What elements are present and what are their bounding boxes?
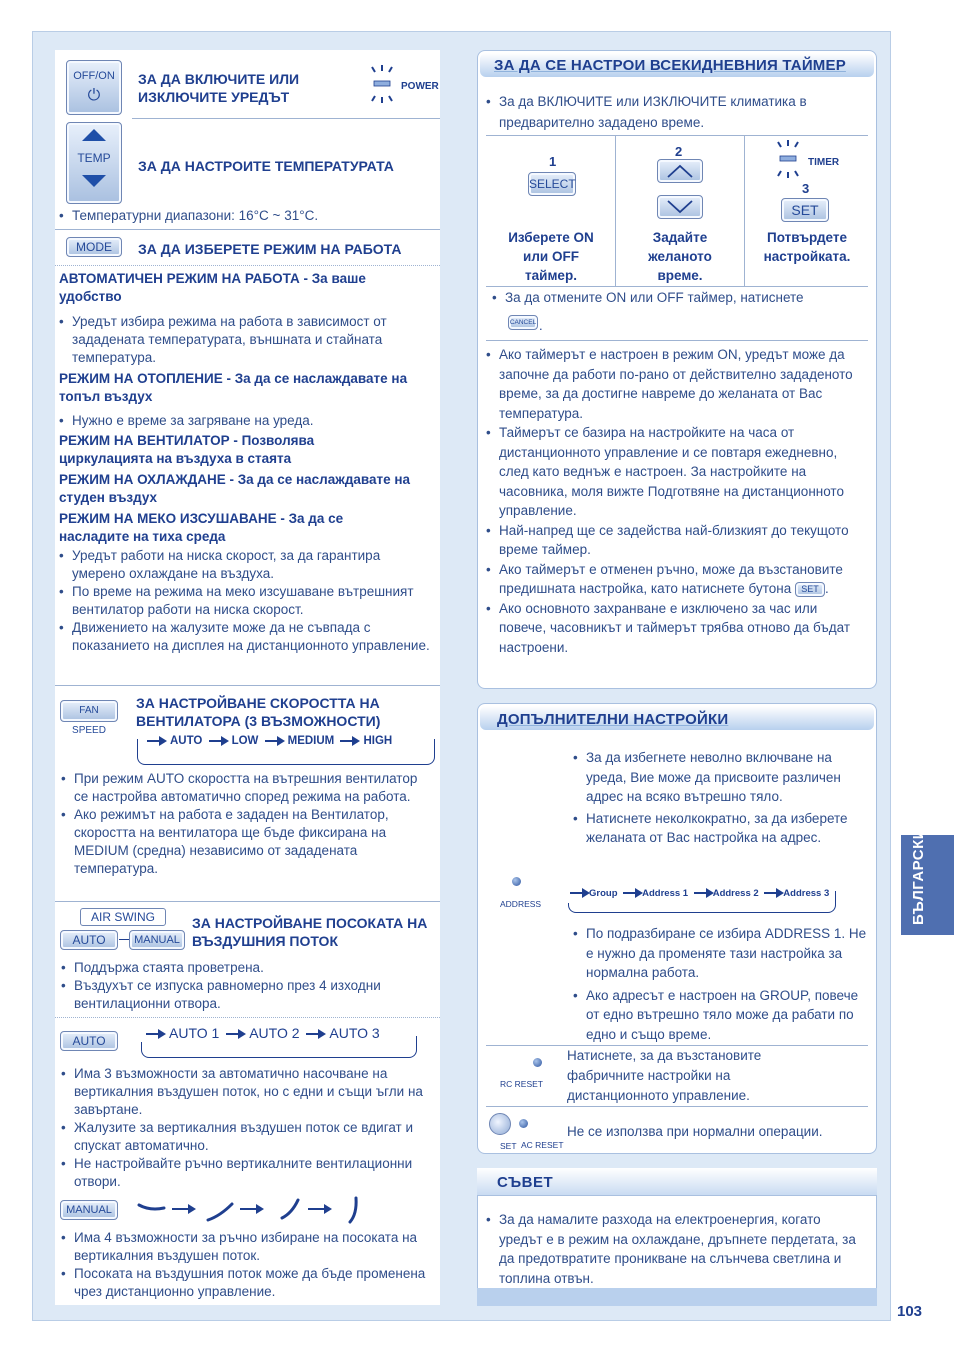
- auto-mode-heading: АВТОМАТИЧЕН РЕЖИМ НА РАБОТА - За ваше удобство: [59, 271, 366, 304]
- dry-mode-bullet-3: • Движението на жалузите може да не съвпада с показанието на дисплея на дистанционното управление.: [58, 619, 430, 655]
- power-label: POWER: [401, 81, 439, 92]
- temp-button[interactable]: [66, 122, 122, 204]
- timer-note-3: • Най-напред ще се задейства най-близкият до текущото време таймер.: [485, 521, 867, 560]
- air-swing-title: ЗА НАСТРОЙВАНЕ ПОСОКАТА НА ВЪЗДУШНИЯ ПОТОК: [192, 915, 428, 949]
- step1-text: Изберете ON или OFF таймер.: [508, 230, 594, 283]
- extra-title: ДОПЪЛНИТЕЛНИ НАСТРОЙКИ: [497, 711, 729, 728]
- address-list-1: [572, 748, 870, 848]
- timer-note-4-text: Ако таймерът е отменен ръчно, може да възстановите предишната настройка, като натиснете бутона: [499, 561, 843, 596]
- heat-mode-heading: РЕЖИМ НА ОТОПЛЕНИЕ - За да се наслаждавате на топъл въздух: [59, 371, 408, 404]
- dry-mode-heading: РЕЖИМ НА МЕКО ИЗСУШАВАНЕ - За да се насладите на тиха среда: [59, 511, 344, 544]
- fan-seq-auto: AUTO: [170, 735, 203, 747]
- swing-auto-sequence: [140, 1024, 383, 1042]
- address-button[interactable]: [512, 877, 521, 886]
- onoff-title: ЗА ДА ВКЛЮЧИТЕ ИЛИ ИЗКЛЮЧИТЕ УРЕДЪТ: [138, 71, 300, 105]
- rc-reset-label: RC RESET: [500, 1079, 543, 1089]
- rc-reset-text: Натиснете, за да възстановите фабричните настройки на дистанционното управление.: [567, 1048, 762, 1103]
- ac-reset-text: Не се използва при нормални операции.: [567, 1124, 823, 1139]
- fan-seq-high: HIGH: [363, 735, 393, 747]
- air-swing-auto-button[interactable]: AUTO: [60, 930, 118, 950]
- address-bullet-1: • За да избегнете неволно включване на уреда, Вие може да присвоите различен адрес на всяко вътрешно тяло.: [572, 748, 870, 807]
- set-round-button[interactable]: [489, 1113, 511, 1135]
- ac-reset-button[interactable]: [519, 1119, 528, 1128]
- cancel-text: • За да отмените ON или OFF таймер, натиснете: [491, 288, 866, 308]
- off-on-button[interactable]: [66, 60, 122, 115]
- timer-note-4: • Ако таймерът е отменен ръчно, може да възстановите предишната настройка, като натиснете бутона SET .: [485, 560, 867, 599]
- dry-mode-bullet-1: • Уредът работи на ниска скорост, за да гарантира умерено охлаждане на въздуха.: [58, 547, 430, 583]
- manual-direction-icons: [136, 1196, 366, 1226]
- address-sequence: [565, 885, 831, 903]
- temp-range: • Температурни диапазони: 16°C ~ 31°C.: [58, 207, 438, 225]
- set-button[interactable]: SET: [781, 198, 829, 222]
- swing-manual-bullet-1: • Има 4 възможности за ръчно избиране на посоката на вертикалния въздушен поток.: [60, 1229, 440, 1265]
- timer-note-1: • Ако таймерът е настроен в режим ON, уредът може да започне да работи по-рано от действително зададеното време, за да достигне навреме до желаната от Вас температура.: [485, 345, 867, 423]
- ac-reset-label: AC RESET: [521, 1140, 564, 1150]
- address-list-2: [572, 924, 870, 1044]
- swing-seq-auto1: AUTO 1: [169, 1025, 220, 1041]
- fan-speed-list: [60, 770, 430, 878]
- fan-speed-title: ЗА НАСТРОЙВАНЕ СКОРОСТТА НА ВЕНТИЛАТОРА (3 ВЪЗМОЖНОСТИ): [136, 695, 381, 729]
- timer-intro: • За да ВКЛЮЧИТЕ или ИЗКЛЮЧИТЕ климатика в предварително зададено време.: [485, 91, 870, 133]
- temp-down-icon[interactable]: [67, 175, 121, 187]
- timer-note-2: • Таймерът се базира на настройките на часа от дистанционното управление и се повтаря ежедневно, след като веднъж е настроен. За настройките на часовника, моля вижте Подготвяне на дистанционното управление.: [485, 423, 867, 521]
- step1-number: 1: [549, 154, 557, 169]
- tip-list: [485, 1210, 865, 1288]
- cool-mode-heading: РЕЖИМ НА ОХЛАЖДАНЕ - За да се наслаждавате на студен въздух: [59, 472, 411, 505]
- timer-notes-list: [485, 345, 867, 657]
- rc-reset-button[interactable]: [533, 1058, 542, 1067]
- fan-seq-low: LOW: [231, 735, 259, 747]
- air-swing-dash: [119, 939, 129, 940]
- auto-mode-bullet: • Уредът избира режима на работа в зависимост от зададената температурата, външната и стайната температура.: [58, 313, 430, 367]
- swing-seq-auto2: AUTO 2: [249, 1025, 300, 1041]
- step2-text: Задайте желаното време.: [648, 230, 712, 283]
- addr-seq-2: Address 2: [712, 888, 759, 899]
- select-button[interactable]: SELECT: [528, 172, 576, 196]
- swing-manual-list: [60, 1229, 440, 1301]
- cancel-button[interactable]: CANCEL: [508, 315, 538, 330]
- temp-range-list: [58, 207, 438, 225]
- page-number: 103: [897, 1303, 923, 1320]
- heat-mode-list: [58, 412, 430, 430]
- language-tab-label: БЪЛГАРСКИ: [910, 827, 927, 925]
- fan-mode-heading: РЕЖИМ НА ВЕНТИЛАТОР - Позволява циркулацията на въздуха в стаята: [59, 433, 315, 466]
- swing-auto-bullet-3: • Не настройвайте ръчно вертикалните вентилационни отвори.: [60, 1155, 440, 1191]
- air-swing-label-box: AIR SWING: [80, 908, 166, 926]
- mode-button[interactable]: MODE: [66, 237, 122, 257]
- swing-manual-button[interactable]: MANUAL: [60, 1200, 118, 1220]
- addr-seq-3: Address 3: [783, 888, 830, 899]
- step2-number: 2: [675, 144, 683, 159]
- cancel-list: [491, 288, 866, 308]
- step3-number: 3: [802, 181, 810, 196]
- power-lamp-icon: [370, 64, 394, 104]
- air-swing-manual-button[interactable]: MANUAL: [129, 930, 185, 950]
- timer-note-5: • Ако основното захранване е изключено за час или повече, часовникът и таймерът трябва отново да бъдат настроени.: [485, 599, 867, 658]
- temp-label: TEMP: [77, 151, 111, 165]
- tip-title: СЪВЕТ: [497, 1174, 554, 1191]
- dry-mode-list: [58, 547, 430, 655]
- timer-intro-list: [485, 91, 870, 133]
- timer-lamp-label: TIMER: [808, 157, 840, 168]
- air-swing-list: [60, 959, 430, 1013]
- tip-bullet: • За да намалите разхода на електроенергия, когато уредът е в режим на охлаждане, дръпнете пердетата, за да предотвратите проникване на слънчева светлина и топлина отвън.: [485, 1210, 865, 1288]
- fan-speed-button[interactable]: FAN SPEED: [60, 700, 118, 722]
- power-symbol-icon: ⏻: [87, 87, 101, 104]
- address-label: ADDRESS: [500, 899, 542, 909]
- language-tab: [901, 827, 954, 935]
- time-up-button[interactable]: [657, 159, 703, 183]
- swing-auto-button[interactable]: AUTO: [60, 1031, 118, 1051]
- fan-speed-bullet-1: • При режим AUTO скоростта на вътрешния вентилатор се настройва автоматично според режима на работа.: [60, 770, 430, 806]
- swing-seq-auto3: AUTO 3: [329, 1025, 380, 1041]
- address-bullet-2: • Натиснете неколкократно, за да изберете желаната от Вас настройка на адрес.: [572, 809, 870, 848]
- tip-bottom-bar: [477, 1288, 877, 1306]
- auto-mode-list: [58, 313, 430, 367]
- set-small-button[interactable]: SET: [795, 582, 825, 597]
- swing-auto-list: [60, 1065, 440, 1191]
- fan-seq-medium: MEDIUM: [287, 735, 335, 747]
- air-swing-bullet-2: • Въздухът се изпуска равномерно през 4 изходни вентилационни отвора.: [60, 977, 430, 1013]
- fan-speed-bullet-2: • Ако режимът на работа е зададен на Вентилатор, скоростта на вентилатора ще бъде фиксирана на MEDIUM (средна) независимо от зададената температура.: [60, 806, 430, 878]
- temp-up-icon[interactable]: [67, 129, 121, 141]
- addr-seq-1: Address 1: [642, 888, 689, 899]
- swing-auto-bullet-1: • Има 3 възможности за автоматично насочване на вертикалния въздушен поток, но с едни и същи ъгли на завъртане.: [60, 1065, 440, 1119]
- swing-auto-bullet-2: • Жалузите за вертикалния въздушен поток се вдигат и спускат автоматично.: [60, 1119, 440, 1155]
- dry-mode-bullet-2: • По време на режима на меко изсушаване вътрешният вентилатор работи на ниска скорост.: [58, 583, 430, 619]
- cancel-period: .: [539, 318, 543, 333]
- addr-seq-group: Group: [589, 888, 618, 899]
- address-bullet-3: • По подразбиране се избира ADDRESS 1. Не е нужно да променяте тази настройка за нормална работа.: [572, 924, 870, 983]
- set-label: SET: [500, 1141, 517, 1151]
- off-on-label: OFF/ON: [73, 70, 115, 82]
- timer-title: ЗА ДА СЕ НАСТРОИ ВСЕКИДНЕВНИЯ ТАЙМЕР: [494, 57, 846, 74]
- address-bullet-4: • Ако адресът е настроен на GROUP, повече от едно вътрешно тяло може да рабати по едно и също време.: [572, 986, 870, 1045]
- air-swing-bullet-1: • Поддържа стаята проветрена.: [60, 959, 430, 977]
- swing-manual-bullet-2: • Посоката на въздушния поток може да бъде променена чрез дистанционно управление.: [60, 1265, 440, 1301]
- temp-title: ЗА ДА НАСТРОИТЕ ТЕМПЕРАТУРАТА: [138, 158, 394, 174]
- heat-mode-bullet: • Нужно е време за загряване на уреда.: [58, 412, 430, 430]
- timer-lamp-icon: [776, 139, 800, 179]
- step3-text: Потвърдете настройката.: [763, 230, 851, 264]
- fan-speed-sequence: [142, 732, 394, 750]
- time-down-button[interactable]: [657, 195, 703, 219]
- mode-title: ЗА ДА ИЗБЕРЕТЕ РЕЖИМ НА РАБОТА: [138, 241, 402, 257]
